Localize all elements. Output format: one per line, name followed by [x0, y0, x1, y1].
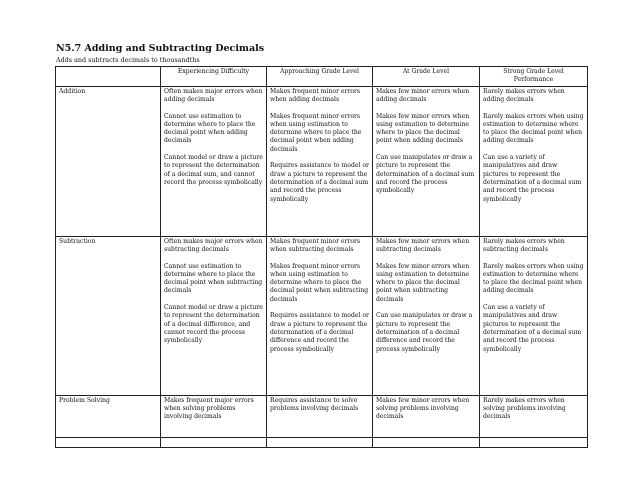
table-cell: Makes few minor errors when subtracting decimals Makes few minor errors when using estimation to determine where to place the decimal point when subtracting decimals Can use manipulates or draw a picture to represent the determination of a decimal difference and record the process symbolically [373, 236, 480, 395]
header-strong-grade-level: Strong Grade Level Performance [480, 67, 588, 87]
table-row-subtraction [56, 236, 588, 395]
table-row-addition [56, 86, 588, 236]
table-cell: Requires assistance to solve problems involving decimals [267, 395, 373, 437]
document-title: N5.7 Adding and Subtracting Decimals [56, 43, 265, 54]
header-cell-blank [56, 67, 161, 87]
row-label-problem-solving: Problem Solving [56, 395, 161, 437]
table-cell-empty [480, 437, 588, 447]
table-cell: Rarely makes errors when subtracting decimals Rarely makes errors when using estimation to determine where to place the decimal point when adding decimals Can use a variety of manipulatives and draw pictures to represent the determination of a decimal sum and record the process symbolically [480, 236, 588, 395]
table-cell: Rarely makes errors when adding decimals Rarely makes errors when using estimation to determine where to place the decimal point when adding decimals Can use a variety of manipulatives and draw pictures to represent the determination of a decimal sum and record the process symbolically [480, 86, 588, 236]
table-cell: Makes frequent major errors when solving problems involving decimals [161, 395, 267, 437]
table-cell-empty [373, 437, 480, 447]
table-cell: Often makes major errors when subtracting decimals Cannot use estimation to determine where to place the decimal point when subtracting decimals Cannot model or draw a picture to represent the determination of a decimal difference, and cannot record the process symbolically [161, 236, 267, 395]
table-cell: Often makes major errors when adding decimals Cannot use estimation to determine where to place the decimal point when adding decimals Cannot model or draw a picture to represent the determination of a decimal sum, and cannot record the process symbolically [161, 86, 267, 236]
rubric-table [55, 66, 588, 448]
document-subtitle: Adds and subtracts decimals to thousandths [56, 56, 200, 64]
table-cell: Makes few minor errors when adding decimals Makes few minor errors when using estimation to determine where to place the decimal point when adding decimals Can use manipulates or draw a picture to represent the determination of a decimal sum and record the process symbolically [373, 86, 480, 236]
table-cell: Makes frequent minor errors when subtracting decimals Makes frequent minor errors when using estimation to determine where to place the decimal point when subtracting decimals Requires assistance to model or draw a picture to represent the determination of a decimal difference and record the process symbolically [267, 236, 373, 395]
table-cell: Makes frequent minor errors when adding decimals Makes frequent minor errors when using estimation to determine where to place the decimal point when adding decimals Requires assistance to model or draw a picture to represent the determination of a decimal sum and record the process symbolically [267, 86, 373, 236]
header-experiencing-difficulty: Experiencing Difficulty [161, 67, 267, 87]
header-row [56, 67, 588, 87]
header-at-grade-level: At Grade Level [373, 67, 480, 87]
table-row-empty [56, 437, 588, 447]
table-cell-empty [267, 437, 373, 447]
row-label-subtraction: Subtraction [56, 236, 161, 395]
header-approaching-grade-level: Approaching Grade Level [267, 67, 373, 87]
table-row-problem-solving [56, 395, 588, 437]
table-cell: Rarely makes errors when solving problems involving decimals [480, 395, 588, 437]
table-cell: Makes few minor errors when solving problems involving decimals [373, 395, 480, 437]
table-cell-empty [56, 437, 161, 447]
row-label-addition: Addition [56, 86, 161, 236]
table-cell-empty [161, 437, 267, 447]
